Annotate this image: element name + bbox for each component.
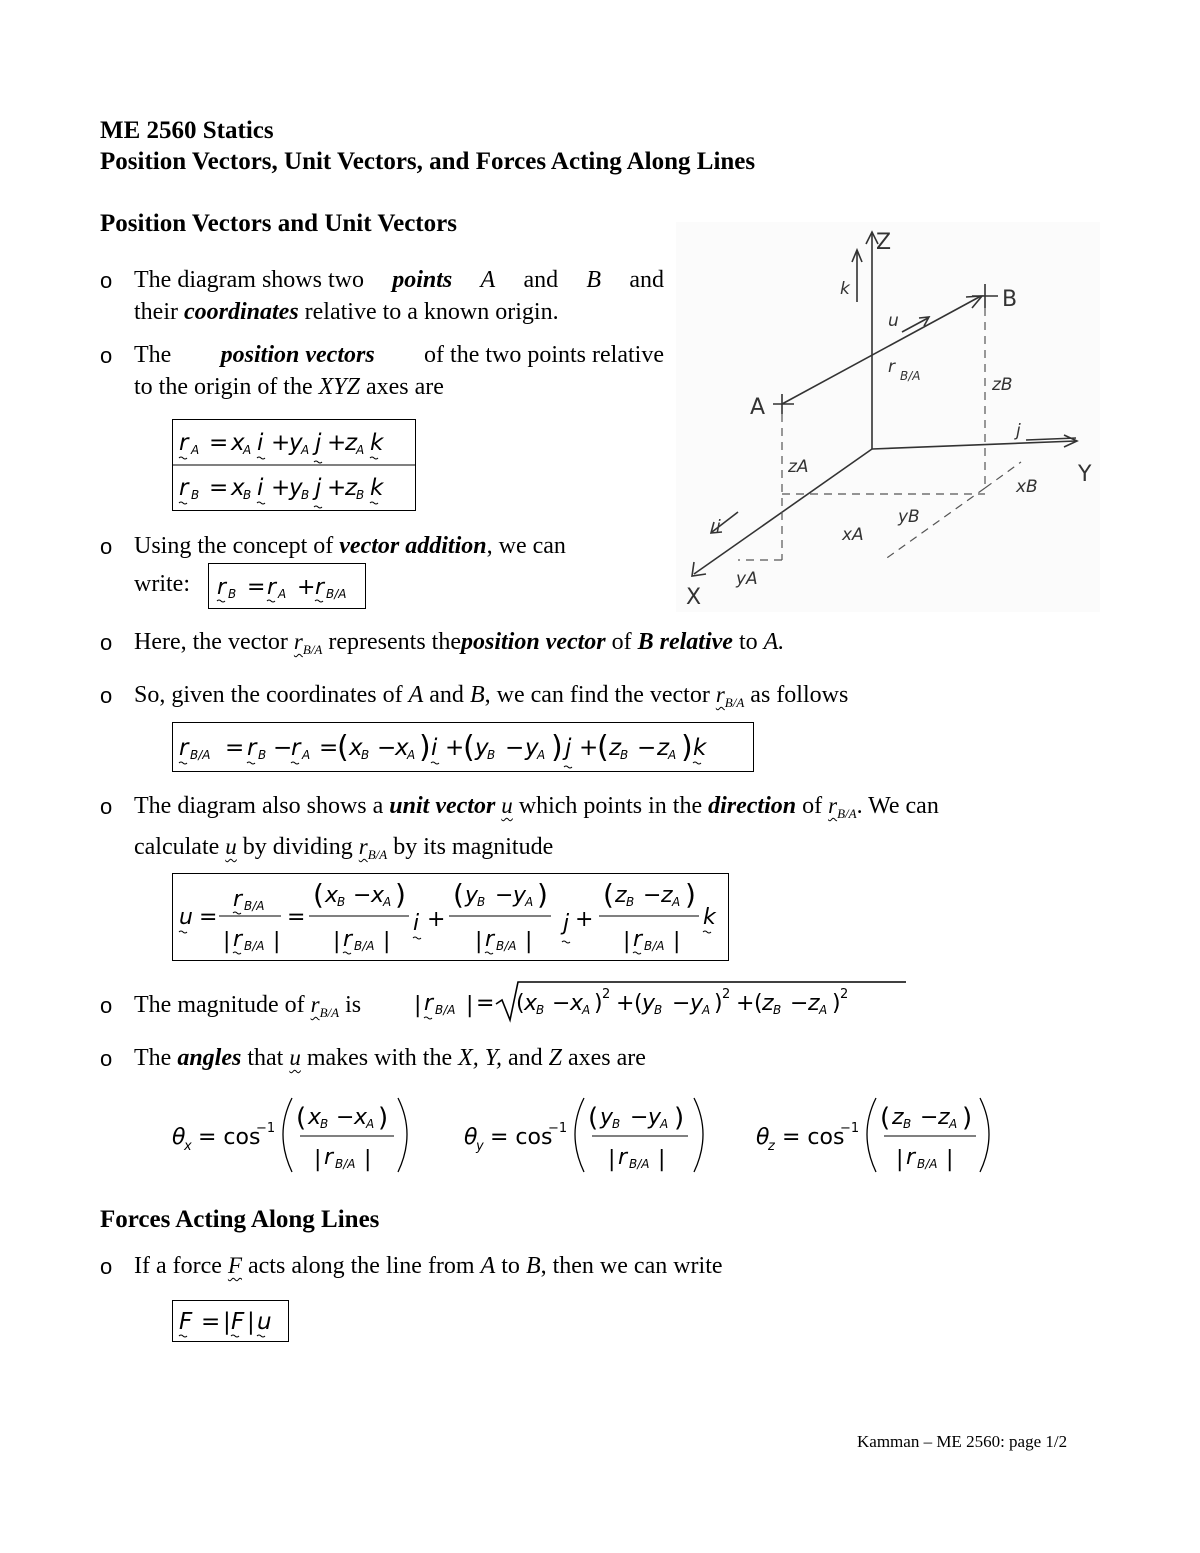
svg-text:F: F [179,1309,193,1335]
svg-text:z: z [345,430,358,456]
svg-text:(: ( [754,991,763,1016]
svg-text:|: | [475,929,483,954]
svg-text:A: A [582,1003,591,1017]
svg-text:x: x [231,475,245,501]
svg-text:): ) [537,878,548,911]
svg-text:= cos: = cos [490,1125,553,1150]
paragraph-force-line: If a force F acts along the line from A to B, then we can write [134,1253,723,1279]
svg-text:r: r [233,887,243,912]
svg-text:B: B [228,587,237,601]
svg-text:x: x [354,1105,368,1130]
svg-text:−: − [336,1105,355,1130]
paragraph-angles: The angles that u makes with the X, Y, and Z axes are [134,1045,646,1071]
svg-text:−: − [353,883,372,908]
svg-text:(: ( [588,1103,599,1133]
svg-text:A: A [366,1117,375,1131]
svg-text:B/A: B/A [335,1157,356,1171]
svg-text:A: A [278,587,287,601]
svg-text:2: 2 [602,987,611,1002]
svg-text:=: = [287,905,306,930]
svg-text:+: + [327,475,347,501]
svg-text:(: ( [603,878,614,911]
section-heading-position-vectors: Position Vectors and Unit Vectors [100,210,457,237]
svg-text:r: r [267,575,277,600]
equation-graphic [209,564,365,608]
svg-text:+: + [616,991,635,1016]
svg-text:−: − [495,883,514,908]
magnitude-formula [412,978,912,1026]
svg-text:u: u [257,1309,272,1335]
svg-text:r: r [343,927,353,952]
svg-text:|: | [946,1147,954,1172]
svg-text:x: x [325,883,339,908]
svg-text:r: r [633,927,643,952]
svg-text:+: + [271,430,291,456]
svg-text:A: A [356,443,365,457]
svg-text:r: r [618,1145,628,1170]
svg-text:u: u [179,905,193,930]
svg-text:x: x [371,883,385,908]
relative-position-equation [172,722,754,772]
unit-vector-u-label: u [888,311,899,331]
paragraph-find-vector: So, given the coordinates of A and B, we can find the vector $r_{B/A}$ as follows [134,682,849,710]
write-label: write: [134,571,190,597]
svg-text:F: F [231,1309,245,1335]
svg-text:=: = [247,575,266,600]
svg-text:(: ( [516,991,525,1016]
svg-text:r: r [906,1145,916,1170]
paragraph-unit-vector-line2: calculate u by dividing $r_{B/A}$ by its magnitude [134,834,554,862]
yb-label: yB [898,507,920,527]
svg-text:k: k [693,735,707,761]
svg-text:−1: −1 [256,1121,276,1136]
svg-text:−: − [637,735,657,761]
svg-text:= cos: = cos [198,1125,261,1150]
svg-text:r: r [424,991,434,1016]
svg-text:r: r [217,575,227,600]
svg-text:): ) [962,1103,973,1133]
svg-text:|: | [525,929,533,954]
svg-text:r: r [485,927,495,952]
section-heading-forces: Forces Acting Along Lines [100,1206,380,1233]
svg-text:|: | [608,1147,616,1172]
coordinate-diagram [676,222,1100,612]
svg-text:+: + [445,735,465,761]
svg-text:B: B [320,1117,329,1131]
xb-label: xB [1016,477,1038,497]
bullet-marker: o [100,343,113,368]
svg-text:−: − [552,991,571,1016]
svg-text:B: B [477,895,486,909]
svg-text:y: y [289,475,303,501]
svg-text:x: x [349,735,363,761]
svg-text:z: z [938,1105,950,1130]
svg-text:=: = [209,475,229,501]
bullet-marker: o [100,534,113,559]
svg-text:−: − [377,735,397,761]
page-footer: Kamman – ME 2560: page 1/2 [857,1432,1068,1451]
svg-text:A: A [537,748,546,762]
svg-text:B/A: B/A [629,1157,650,1171]
theta-x-formula [172,1098,407,1172]
svg-text:(: ( [463,730,475,765]
svg-text:i: i [431,735,438,761]
theta-y-formula [464,1098,703,1172]
svg-text:z: z [661,883,673,908]
svg-text:y: y [525,735,539,761]
bullet-marker: o [100,794,113,819]
svg-text:A: A [383,895,392,909]
svg-text:z: z [657,735,670,761]
svg-text:y: y [513,883,527,908]
svg-text:|: | [273,929,281,954]
svg-text:B: B [337,895,346,909]
svg-text:r: r [324,1145,334,1170]
svg-text:y: y [600,1105,614,1130]
svg-text:+: + [297,575,316,600]
svg-text:=: = [225,735,245,761]
svg-text:B: B [258,748,267,762]
bullet-marker: o [100,1254,113,1279]
ya-label: yA [736,569,758,589]
svg-text:2: 2 [840,987,849,1002]
bullet-marker: o [100,268,113,293]
svg-text:B: B [612,1117,621,1131]
unit-vector-equation [172,873,729,961]
svg-text:): ) [681,730,693,765]
unit-vector-i-label: i [716,517,721,537]
svg-text:r: r [291,735,301,761]
svg-text:r: r [247,735,257,761]
equation-graphic [173,420,415,510]
svg-text:i: i [413,911,420,936]
svg-text:+: + [427,907,446,932]
svg-text:B: B [361,748,370,762]
svg-text:A: A [191,443,200,457]
svg-text:+: + [579,735,599,761]
svg-text:(: ( [337,730,349,765]
svg-text:θ: θ [172,1125,186,1150]
zb-label: zB [992,375,1013,395]
theta-z-formula [756,1098,989,1172]
unit-vector-j-label: j [1016,421,1021,441]
svg-text:−: − [790,991,809,1016]
svg-text:|: | [223,929,231,954]
svg-text:|: | [333,929,341,954]
position-vector-sub: B/A [900,369,921,383]
svg-text:k: k [370,430,384,456]
svg-text:k: k [703,905,716,930]
svg-text:): ) [419,730,431,765]
equation-graphic [173,1301,288,1341]
svg-text:A: A [702,1003,711,1017]
bullet-marker: o [100,1046,113,1071]
svg-text:y: y [648,1105,662,1130]
svg-text:B/A: B/A [244,939,265,953]
svg-text:−: − [672,991,691,1016]
svg-text:−: − [630,1105,649,1130]
svg-text:+: + [271,475,291,501]
svg-text:B: B [301,488,310,502]
svg-text:z: z [768,1139,775,1154]
axis-label-x: X [686,585,702,610]
svg-text:): ) [714,991,723,1016]
svg-text:z: z [345,475,358,501]
svg-text:i: i [257,430,264,456]
svg-text:|: | [383,929,391,954]
svg-text:|: | [658,1147,666,1172]
svg-text:−1: −1 [840,1121,860,1136]
svg-text:= cos: = cos [782,1125,845,1150]
svg-text:|: | [364,1147,372,1172]
svg-text:(: ( [634,991,643,1016]
bullet-marker: o [100,630,113,655]
svg-text:(: ( [880,1103,891,1133]
svg-text:): ) [594,991,603,1016]
svg-text:B/A: B/A [435,1003,456,1017]
svg-text:B: B [191,488,200,502]
svg-text:B: B [356,488,365,502]
svg-text:+: + [575,907,594,932]
svg-text:B/A: B/A [644,939,665,953]
svg-text:B: B [487,748,496,762]
equation-graphic [173,874,728,960]
paragraph-vector-addition: Using the concept of vector addition, we can [134,533,566,559]
axis-label-z: Z [876,230,892,255]
svg-text:+: + [327,430,347,456]
svg-text:|: | [673,929,681,954]
svg-text:(: ( [313,878,324,911]
svg-text:y: y [476,1139,484,1154]
svg-text:−: − [273,735,293,761]
svg-text:=: = [476,991,495,1016]
svg-text:(: ( [597,730,609,765]
bullet-marker: o [100,683,113,708]
paragraph-points: The diagram shows two points A and B and their coordinates relative to a known origin. [134,267,664,325]
svg-text:B/A: B/A [496,939,517,953]
svg-text:−1: −1 [548,1121,568,1136]
svg-text:A: A [819,1003,828,1017]
svg-text:B: B [620,748,629,762]
svg-text:B/A: B/A [190,748,211,762]
svg-text:z: z [892,1105,904,1130]
svg-text:A: A [302,748,311,762]
svg-text:): ) [378,1103,389,1133]
svg-text:r: r [179,430,189,456]
svg-text:i: i [257,475,264,501]
svg-text:x: x [570,991,584,1016]
paragraph-unit-vector: The diagram also shows a unit vector u which points in the direction of $r_{B/A}$. We can [134,793,939,821]
svg-text:): ) [832,991,841,1016]
svg-text:|: | [414,993,422,1018]
svg-text:A: A [301,443,310,457]
svg-text:A: A [672,895,681,909]
svg-text:B: B [773,1003,782,1017]
svg-text:r: r [179,735,189,761]
svg-text:B/A: B/A [354,939,375,953]
svg-text:x: x [524,991,538,1016]
equation-graphic [173,723,753,771]
svg-text:B: B [903,1117,912,1131]
svg-text:|: | [314,1147,322,1172]
svg-text:y: y [289,430,303,456]
xa-label: xA [842,525,864,545]
unit-vector-k-label: k [840,279,850,299]
direction-angle-formulas [168,1090,998,1180]
svg-text:B: B [536,1003,545,1017]
svg-text:x: x [395,735,409,761]
svg-text:y: y [465,883,479,908]
vector-addition-equation [208,563,366,609]
svg-text:z: z [762,991,774,1016]
svg-text:=: = [319,735,339,761]
svg-text:j: j [565,735,572,761]
svg-text:|: | [247,1309,255,1335]
svg-text:=: = [209,430,229,456]
svg-text:A: A [243,443,252,457]
svg-text:B/A: B/A [917,1157,938,1171]
point-label-b: B [1002,287,1018,312]
svg-text:(: ( [453,878,464,911]
paragraph-position-vectors: The position vectors of the two points relative to the origin of the XYZ axes are [134,342,664,400]
svg-text:B/A: B/A [326,587,347,601]
svg-text:|: | [623,929,631,954]
paragraph-relative-position: Here, the vector $r_{B/A}$ represents theposition vector of B relative to A. [134,629,785,657]
svg-text:j: j [315,430,322,456]
za-label: zA [788,457,809,477]
svg-text:B: B [243,488,252,502]
svg-text:B/A: B/A [244,899,265,913]
svg-text:): ) [551,730,563,765]
svg-text:r: r [179,475,189,501]
axis-label-y: Y [1078,462,1092,487]
page-title: Position Vectors, Unit Vectors, and Forces Acting Along Lines [100,148,756,175]
svg-text:z: z [615,883,627,908]
svg-text:|: | [223,1309,231,1335]
course-title: ME 2560 Statics [100,117,274,144]
svg-text:k: k [370,475,384,501]
position-vector-equations [172,419,416,511]
svg-text:y: y [475,735,489,761]
svg-text:A: A [668,748,677,762]
svg-text:): ) [685,878,696,911]
svg-text:(: ( [296,1103,307,1133]
svg-text:x: x [184,1139,192,1154]
svg-text:2: 2 [722,987,731,1002]
svg-text:−: − [505,735,525,761]
svg-text:): ) [674,1103,685,1133]
svg-text:B: B [654,1003,663,1017]
paragraph-magnitude: The magnitude of $r_{B/A}$ is [134,992,362,1020]
svg-text:): ) [395,878,406,911]
svg-text:j: j [563,911,570,936]
force-equation [172,1300,289,1342]
svg-text:A: A [525,895,534,909]
svg-text:x: x [231,430,245,456]
svg-text:=: = [201,1309,221,1335]
svg-text:|: | [466,993,474,1018]
svg-text:A: A [660,1117,669,1131]
svg-text:z: z [609,735,622,761]
svg-text:−: − [643,883,662,908]
svg-text:z: z [808,991,820,1016]
svg-text:|: | [896,1147,904,1172]
svg-text:r: r [233,927,243,952]
svg-text:j: j [315,475,322,501]
svg-text:A: A [949,1117,958,1131]
svg-text:+: + [736,991,755,1016]
svg-text:θ: θ [464,1125,478,1150]
svg-text:A: A [407,748,416,762]
bullet-marker: o [100,993,113,1018]
svg-text:B: B [626,895,635,909]
svg-text:x: x [308,1105,322,1130]
svg-text:y: y [690,991,704,1016]
svg-text:r: r [315,575,325,600]
point-label-a: A [750,395,766,420]
svg-text:−: − [920,1105,939,1130]
position-vector-label: r [888,357,895,377]
svg-text:=: = [199,905,218,930]
svg-text:θ: θ [756,1125,770,1150]
svg-text:y: y [642,991,656,1016]
